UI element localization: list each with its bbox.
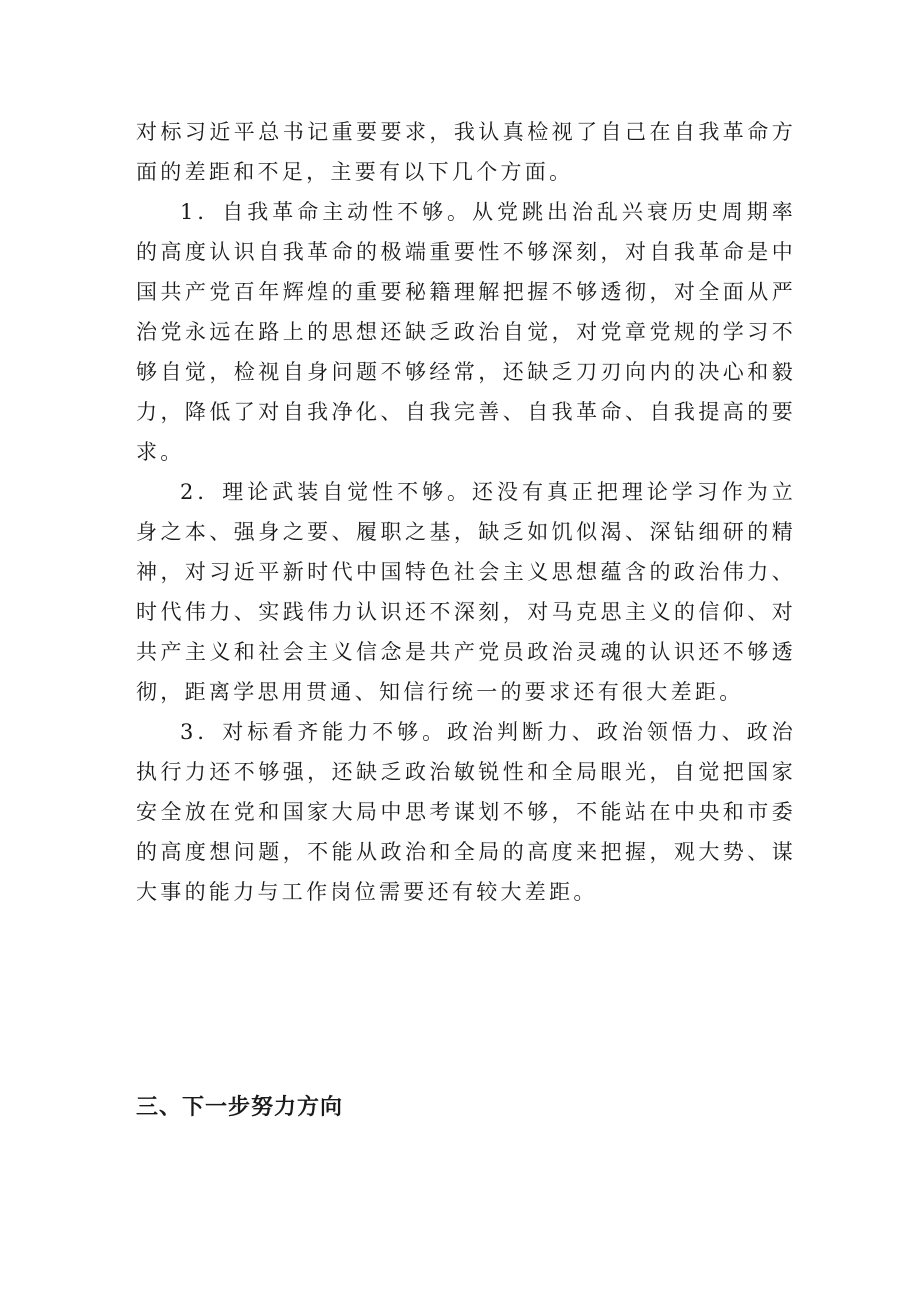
point-3-paragraph: 3．对标看齐能力不够。政治判断力、政治领悟力、政治执行力还不够强，还缺乏政治敏锐性和全局眼光，自觉把国家安全放在党和国家大局中思考谋划不够，不能站在中央和市委的高度想问题，不能从政治和全局的高度来把握，观大势、谋大事的能力与工作岗位需要还有较大差距。 — [136, 720, 796, 904]
document-body — [136, 112, 796, 912]
point-2-paragraph: 2．理论武装自觉性不够。还没有真正把理论学习作为立身之本、强身之要、履职之基，缺乏如饥似渴、深钻细研的精神，对习近平新时代中国特色社会主义思想蕴含的政治伟力、时代伟力、实践伟力认识还不深刻，对马克思主义的信仰、对共产主义和社会主义信念是共产党员政治灵魂的认识还不够透彻，距离学思用贯通、知信行统一的要求还有很大差距。 — [136, 480, 796, 704]
point-1-paragraph: 1．自我革命主动性不够。从党跳出治乱兴衰历史周期率的高度认识自我革命的极端重要性不够深刻，对自我革命是中国共产党百年辉煌的重要秘籍理解把握不够透彻，对全面从严治党永远在路上的思想还缺乏政治自觉，对党章党规的学习不够自觉，检视自身问题不够经常，还缺乏刀刃向内的决心和毅力，降低了对自我净化、自我完善、自我革命、自我提高的要求。 — [136, 200, 796, 464]
section-heading: 三、下一步努力方向 — [136, 1095, 344, 1120]
intro-paragraph: 对标习近平总书记重要要求，我认真检视了自己在自我革命方面的差距和不足，主要有以下几个方面。 — [136, 120, 796, 184]
